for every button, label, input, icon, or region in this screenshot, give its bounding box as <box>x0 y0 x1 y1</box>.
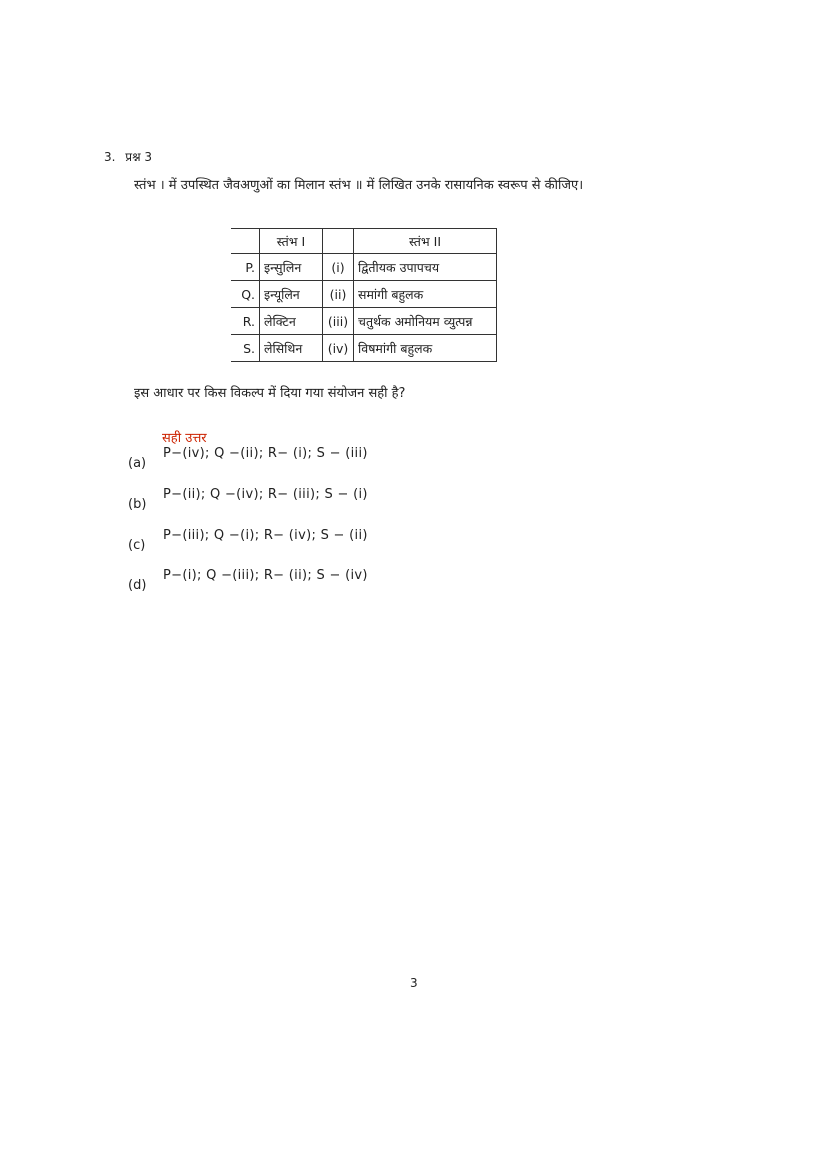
table-row <box>231 254 497 281</box>
row-item: इन्सुलिन <box>260 254 323 281</box>
question-heading <box>104 148 152 165</box>
question-text: स्तंभ । में उपस्थित जैवअणुओं का मिलान स्तंभ ॥ में लिखित उनके रासायनिक स्वरूप से कीजिए। <box>134 178 584 193</box>
row-item: इन्यूलिन <box>260 281 323 308</box>
table-row <box>231 308 497 335</box>
option-d-label: (d) <box>128 578 147 593</box>
option-d-text[interactable]: P−(i); Q −(iii); R− (ii); S − (iv) <box>163 568 368 583</box>
table-row <box>231 335 497 362</box>
option-a-label: (a) <box>128 456 147 471</box>
column-2-header: स्तंभ II <box>354 229 497 254</box>
table-header-blank <box>231 229 260 254</box>
table-header-row <box>231 229 497 254</box>
row-nature: समांगी बहुलक <box>354 281 497 308</box>
row-letter: S. <box>231 335 260 362</box>
row-nature: चतुर्थक अमोनियम व्युत्पन्न <box>354 308 497 335</box>
basis-question: इस आधार पर किस विकल्प में दिया गया संयोजन सही है? <box>134 386 406 401</box>
row-nature: द्वितीयक उपापचय <box>354 254 497 281</box>
match-table <box>231 228 497 362</box>
table-header-blank-roman <box>323 229 354 254</box>
row-letter: Q. <box>231 281 260 308</box>
row-item: लेक्टिन <box>260 308 323 335</box>
option-a-text[interactable]: P−(iv); Q −(ii); R− (i); S − (iii) <box>163 446 368 461</box>
table-row <box>231 281 497 308</box>
option-b-text[interactable]: P−(ii); Q −(iv); R− (iii); S − (i) <box>163 487 368 502</box>
question-title: प्रश्न 3 <box>125 150 153 164</box>
option-c-text[interactable]: P−(iii); Q −(i); R− (iv); S − (ii) <box>163 528 368 543</box>
option-c-label: (c) <box>128 538 146 553</box>
correct-answer-label: सही उत्तर <box>162 431 207 446</box>
row-nature: विषमांगी बहुलक <box>354 335 497 362</box>
page-number: 3 <box>410 976 418 990</box>
row-letter: R. <box>231 308 260 335</box>
question-number: 3. <box>104 150 116 164</box>
row-roman: (iv) <box>323 335 354 362</box>
row-letter: P. <box>231 254 260 281</box>
row-roman: (i) <box>323 254 354 281</box>
row-roman: (iii) <box>323 308 354 335</box>
row-roman: (ii) <box>323 281 354 308</box>
option-b-label: (b) <box>128 497 147 512</box>
column-1-header: स्तंभ I <box>260 229 323 254</box>
row-item: लेसिथिन <box>260 335 323 362</box>
